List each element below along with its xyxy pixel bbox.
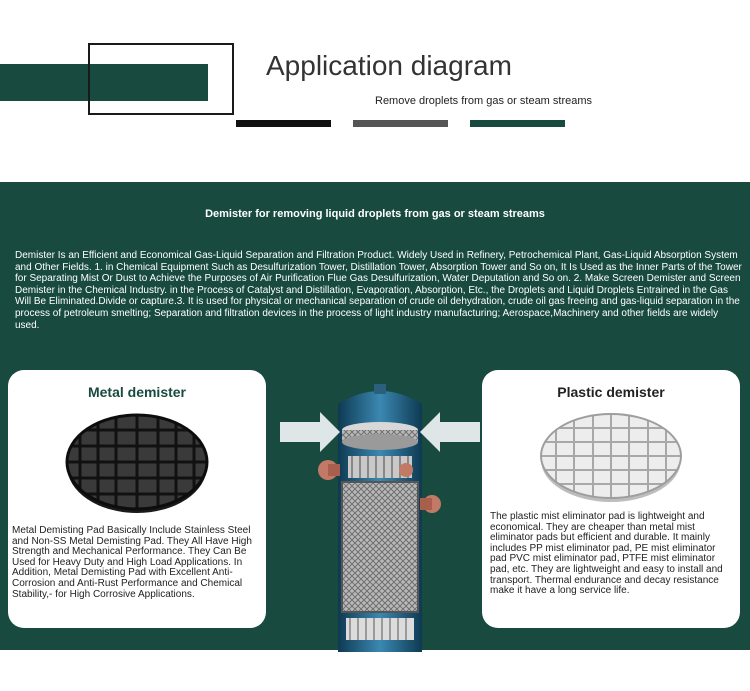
page-title: Application diagram — [266, 50, 512, 81]
metal-demister-title: Metal demister — [87, 384, 187, 400]
underline-bar-black — [236, 120, 331, 127]
section-heading: Demister for removing liquid droplets from gas or steam streams — [205, 208, 545, 220]
metal-demister-description: Metal Demisting Pad Basically Include Stainless Steel and Non-SS Metal Demisting Pad. They All Have High Strength and Mechanical Performance. They Can Be Used for Heavy Duty and High Load Applications. In Addition, Metal Demisting Pad with Excellent Anti-Corrosion and Anti-Rust Performance and Chemical Stability,- for High Corrosive Applications. — [12, 525, 252, 600]
underline-bar-gray — [353, 120, 448, 127]
application-panel — [0, 182, 750, 650]
plastic-demister-card — [482, 370, 740, 628]
header-frame — [88, 43, 234, 115]
page-subtitle: Remove droplets from gas or steam streams — [375, 95, 593, 107]
plastic-demister-description: The plastic mist eliminator pad is lightweight and economical. They are cheaper than metal mist eliminator pads but efficient and durable. It mainly includes PP mist eliminator pad, PE mist eliminator pad PVC mist eliminator pad, PTFE mist eliminator pad, etc. They are lightweight and easy to install and transport. Thermal endurance and decay resistance make it have a long service life. — [490, 511, 723, 597]
metal-demister-card — [8, 370, 266, 628]
plastic-demister-pad-image — [538, 410, 684, 506]
metal-demister-pad-image — [64, 410, 210, 514]
separation-tower-illustration — [280, 384, 480, 652]
underline-bar-green — [470, 120, 565, 127]
section-description: Demister Is an Efficient and Economical Gas-Liquid Separation and Filtration Product. Widely Used in Refinery, Petrochemical Plant, Gas-Liquid Absorption System and Other Fields. 1. in Chemical Equipment Such as Desulfurization Tower, Distillation Tower, Absorption Tower and So on, It Is Used as the Inner Parts of the Tower for Separating Mist Or Dust to Achieve the Purposes of Air Purification Flue Gas Desulfurization, Water Deputation and So on. 2. Make Screen Demister and Screen Demister in the Chemical Industry. in the Process of Catalyst and Distillation, Evaporation, Absorption, Etc., the Droplets and Liquid Droplets Entrained in the Gas Will Be Eliminated.Divide or capture.3. It is used for physical or mechanical separation of crude oil dehydration, crude oil gas freeing and gas-liquid separation in the process of petroleum smelting; Separation and filtration devices in the process of light industry manufacturing; Aerospace,Machinery and other fields are widely used. — [15, 250, 742, 331]
plastic-demister-title: Plastic demister — [557, 384, 665, 400]
